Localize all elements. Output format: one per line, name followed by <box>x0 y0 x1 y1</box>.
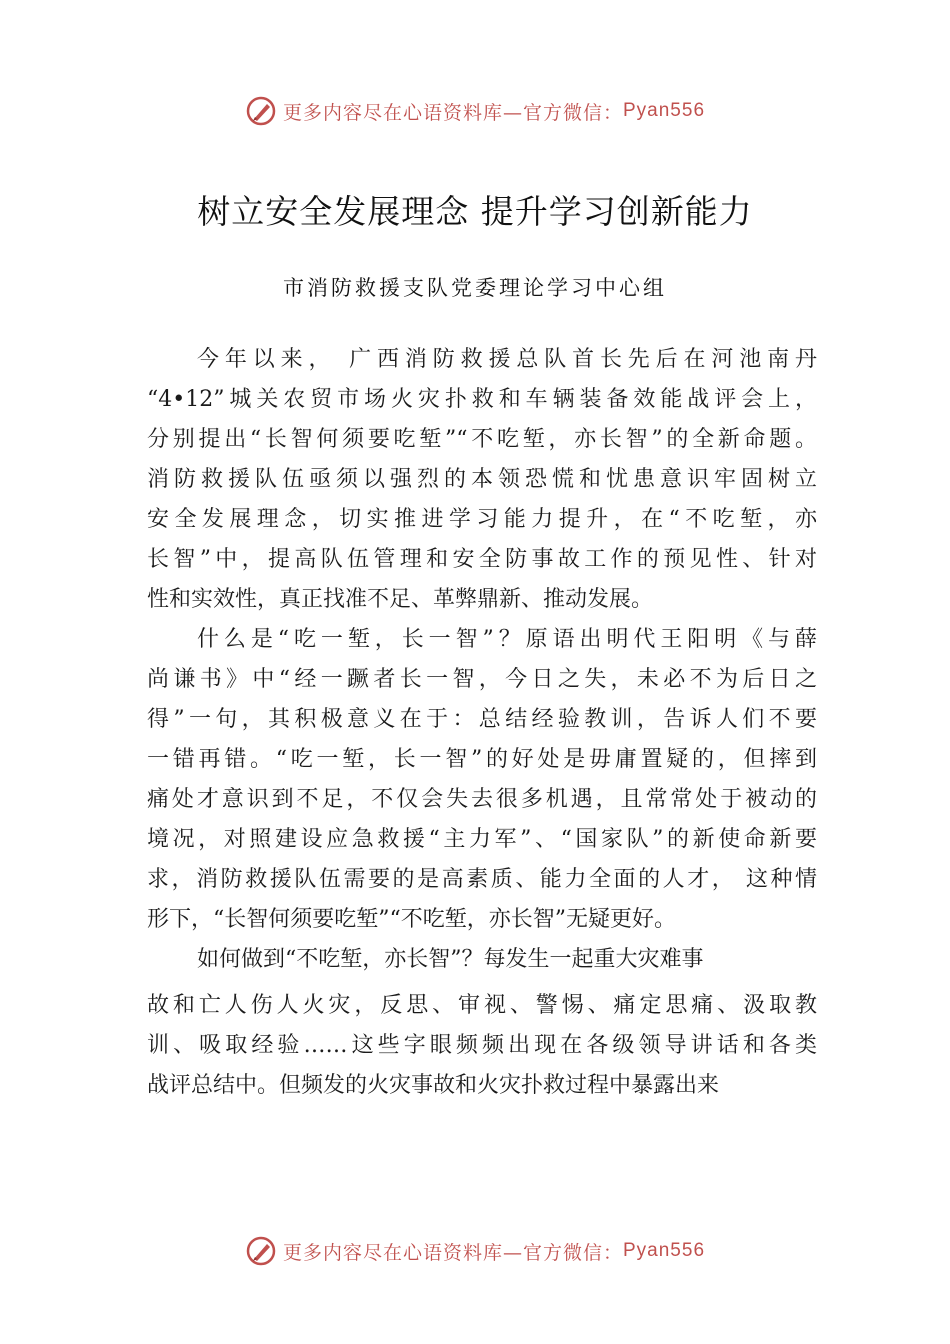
watermark-text: 更多内容尽在心语资料库—官方微信： <box>282 1241 623 1264</box>
body-line: 长智”中，提高队伍管理和安全防事故工作的预见性、针对 <box>147 547 817 572</box>
body-line: 今年以来， 广西消防救援总队首长先后在河池南丹 <box>197 347 817 372</box>
body-line: 形下，“长智何须要吃堑”“不吃堑，亦长智”无疑更好。 <box>147 907 676 932</box>
pen-seal-icon <box>245 1235 277 1267</box>
body-line: 如何做到“不吃堑，亦长智”？每发生一起重大灾难事 <box>197 947 704 972</box>
body-line: 一错再错。“吃一堑，长一智”的好处是毋庸置疑的，但摔到 <box>147 747 817 772</box>
watermark-wechat-id: Pyan556 <box>623 100 706 121</box>
body-line: 尚谦书》中“经一蹶者长一智，今日之失，未必不为后日之 <box>147 667 817 692</box>
pen-seal-icon <box>245 95 277 127</box>
body-line: 训、吸取经验……这些字眼频频出现在各级领导讲话和各类 <box>147 1033 817 1058</box>
body-line: 战评总结中。但频发的火灾事故和火灾扑救过程中暴露出来 <box>147 1073 720 1098</box>
body-line: 得”一句，其积极意义在于：总结经验教训，告诉人们不要 <box>147 707 817 732</box>
watermark-text: 更多内容尽在心语资料库—官方微信： <box>282 101 623 124</box>
body-line: 什么是“吃一堑，长一智”？原语出明代王阳明《与薛 <box>197 627 817 652</box>
body-line: 境况，对照建设应急救援“主力军”、“国家队”的新使命新要 <box>147 827 817 852</box>
document-author: 市消防救援支队党委理论学习中心组 <box>283 276 667 300</box>
document-body <box>147 340 817 1106</box>
body-line: 安全发展理念，切实推进学习能力提升，在“不吃堑，亦 <box>147 507 817 532</box>
body-line: 分别提出“长智何须要吃堑”“不吃堑，亦长智”的全新命题。 <box>147 427 817 452</box>
body-line: 故和亡人伤人火灾，反思、审视、警惕、痛定思痛、汲取教 <box>147 993 817 1018</box>
body-line: 痛处才意识到不足，不仅会失去很多机遇，且常常处于被动的 <box>147 787 817 812</box>
body-line: 求，消防救援队伍需要的是高素质、能力全面的人才， 这种情 <box>147 867 817 892</box>
document-title: 树立安全发展理念 提升学习创新能力 <box>197 192 753 231</box>
watermark-wechat-id: Pyan556 <box>623 1240 706 1261</box>
watermark-banner-bottom <box>0 1235 950 1267</box>
watermark-banner-top <box>0 95 950 127</box>
body-line: “4•12”城关农贸市场火灾扑救和车辆装备效能战评会上， <box>147 387 817 412</box>
body-line: 消防救援队伍亟须以强烈的本领恐慌和忧患意识牢固树立 <box>147 467 817 492</box>
body-line: 性和实效性，真正找准不足、革弊鼎新、推动发展。 <box>147 587 654 612</box>
